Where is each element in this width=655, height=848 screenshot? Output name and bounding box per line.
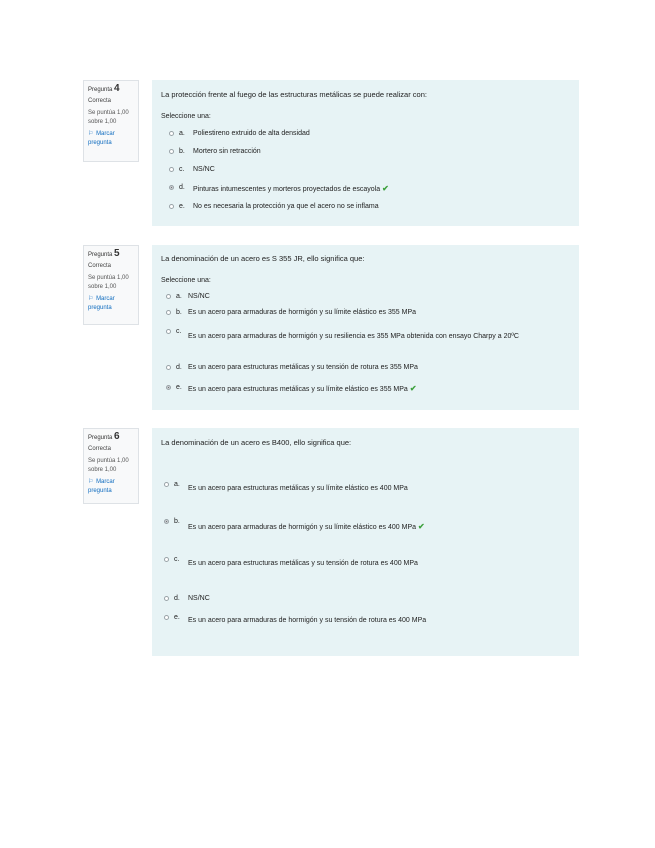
option-text xyxy=(188,384,417,393)
option-text: NS/NC xyxy=(188,293,210,300)
radio-button[interactable] xyxy=(166,329,171,334)
option-text-label: Pinturas intumescentes y morteros proyectados de escayola xyxy=(193,186,381,193)
radio-button[interactable] xyxy=(164,482,169,487)
option-text: Mortero sin retracción xyxy=(193,148,261,155)
option-text: No es necesaria la protección ya que el acero no se inflama xyxy=(193,203,379,210)
flag-icon: ⚐ xyxy=(88,296,94,302)
option-text: Es un acero para estructuras metálicas y su límite elástico es 400 MPa xyxy=(188,485,408,492)
option-text: Es un acero para armaduras de hormigón y su límite elástico es 355 MPa xyxy=(188,309,417,316)
option-letter: c. xyxy=(176,328,182,335)
option-letter: d. xyxy=(174,595,180,602)
radio-button-selected[interactable] xyxy=(169,185,174,190)
option-text-label: Es un acero para estructuras metálicas y su límite elástico es 355 MPa xyxy=(188,386,408,393)
question-info-5 xyxy=(83,245,139,325)
option-letter: b. xyxy=(176,309,182,316)
radio-button[interactable] xyxy=(169,167,174,172)
correct-check-icon: ✔ xyxy=(382,184,389,193)
correct-check-icon: ✔ xyxy=(409,384,417,393)
radio-button[interactable] xyxy=(164,596,169,601)
question-content-4 xyxy=(152,80,579,226)
option-text xyxy=(188,522,425,531)
option-letter: a. xyxy=(179,130,185,137)
option-text: NS/NC xyxy=(193,166,215,173)
question-number xyxy=(88,249,134,260)
question-text: La denominación de un acero es B400, ello significa que: xyxy=(161,438,352,447)
question-state: Correcta xyxy=(88,446,112,452)
option-text: Es un acero para estructuras metálicas y su tensión de rotura es 400 MPa xyxy=(188,560,418,567)
select-prompt: Seleccione una: xyxy=(161,277,211,284)
radio-button[interactable] xyxy=(169,131,174,136)
radio-button-selected[interactable] xyxy=(164,519,169,524)
question-number-label: Pregunta xyxy=(88,87,113,93)
question-grade: Se puntúa 1,00 sobre 1,00 xyxy=(88,458,129,473)
radio-button[interactable] xyxy=(169,149,174,154)
question-text: La denominación de un acero es S 355 JR, ello significa que: xyxy=(161,254,365,263)
question-number-value: 5 xyxy=(114,248,120,259)
radio-button[interactable] xyxy=(166,294,171,299)
option-text-label: Es un acero para armaduras de hormigón y su límite elástico es 400 MPa xyxy=(188,524,417,531)
radio-button[interactable] xyxy=(166,365,171,370)
option-letter: e. xyxy=(174,614,180,621)
flag-question-link[interactable] xyxy=(88,130,132,148)
question-number xyxy=(88,432,134,443)
option-text: Poliestireno extruido de alta densidad xyxy=(193,130,310,137)
option-letter: d. xyxy=(179,184,185,191)
option-letter: d. xyxy=(176,364,182,371)
flag-question-link[interactable] xyxy=(88,295,132,313)
question-number-label: Pregunta xyxy=(88,435,113,441)
question-number-value: 6 xyxy=(114,431,120,442)
radio-button-selected[interactable] xyxy=(166,385,171,390)
option-letter: e. xyxy=(176,384,182,391)
question-number xyxy=(88,84,134,95)
flag-question-link[interactable] xyxy=(88,478,132,496)
flag-icon: ⚐ xyxy=(88,479,94,485)
question-text: La protección frente al fuego de las estructuras metálicas se puede realizar con: xyxy=(161,90,427,99)
flag-question-label: Marcar pregunta xyxy=(88,131,115,146)
option-letter: c. xyxy=(179,166,185,173)
question-state: Correcta xyxy=(88,98,112,104)
option-text xyxy=(193,184,389,193)
select-prompt: Seleccione una: xyxy=(161,113,211,120)
option-letter: b. xyxy=(174,518,180,525)
question-grade: Se puntúa 1,00 sobre 1,00 xyxy=(88,110,129,125)
question-state: Correcta xyxy=(88,263,112,269)
question-grade: Se puntúa 1,00 sobre 1,00 xyxy=(88,275,129,290)
correct-check-icon: ✔ xyxy=(418,522,425,531)
question-content-6 xyxy=(152,428,579,656)
radio-button[interactable] xyxy=(164,615,169,620)
radio-button[interactable] xyxy=(164,557,169,562)
question-info-4 xyxy=(83,80,139,162)
option-letter: a. xyxy=(174,481,180,488)
flag-question-label: Marcar pregunta xyxy=(88,479,115,494)
option-letter: a. xyxy=(176,293,182,300)
radio-button[interactable] xyxy=(166,310,171,315)
question-content-5 xyxy=(152,245,579,410)
option-text: Es un acero para armaduras de hormigón y su resiliencia es 355 MPa obtenida con ensayo Charpy a 20ºC xyxy=(188,333,519,340)
flag-question-label: Marcar pregunta xyxy=(88,296,115,311)
flag-icon: ⚐ xyxy=(88,131,94,137)
option-text: Es un acero para armaduras de hormigón y su tensión de rotura es 400 MPa xyxy=(188,617,427,624)
option-text: Es un acero para estructuras metálicas y su tensión de rotura es 355 MPa xyxy=(188,364,418,371)
option-text: NS/NC xyxy=(188,595,210,602)
radio-button[interactable] xyxy=(169,204,174,209)
question-number-label: Pregunta xyxy=(88,252,113,258)
option-letter: b. xyxy=(179,148,185,155)
question-number-value: 4 xyxy=(114,83,120,94)
option-letter: e. xyxy=(179,203,185,210)
question-info-6 xyxy=(83,428,139,504)
option-letter: c. xyxy=(174,556,180,563)
